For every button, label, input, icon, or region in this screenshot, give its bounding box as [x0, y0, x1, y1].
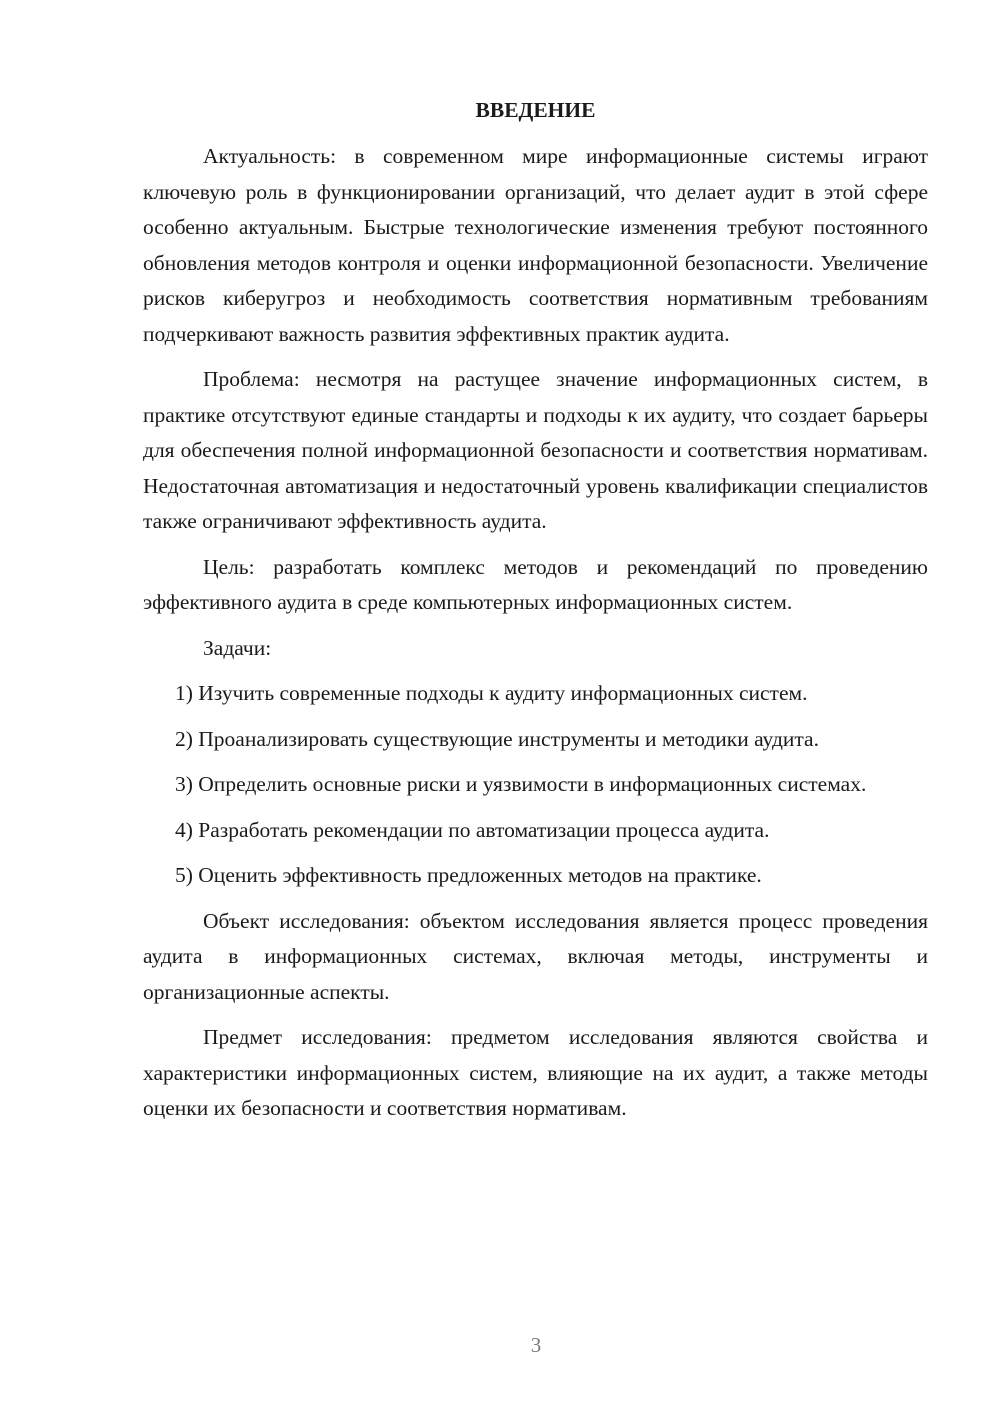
subject-paragraph: Предмет исследования: предметом исследования являются свойства и характеристики информационных систем, влияющие на их аудит, а также методы оценки их безопасности и соответствия нормативам. — [143, 1025, 928, 1120]
relevance-paragraph: Актуальность: в современном мире информационные системы играют ключевую роль в функционировании организаций, что делает аудит в этой сфере особенно актуальным. Быстрые технологические изменения требуют постоянного обновления методов контроля и оценки информационной безопасности. Увеличение рисков киберугроз и необходимость соответствия нормативным требованиям подчеркивают важность развития эффективных практик аудита. — [143, 144, 928, 346]
task-item: 4) Разработать рекомендации по автоматизации процесса аудита. — [175, 817, 770, 842]
task-item: 3) Определить основные риски и уязвимости в информационных системах. — [175, 772, 867, 796]
goal-paragraph: Цель: разработать комплекс методов и рекомендаций по проведению эффективного аудита в среде компьютерных информационных систем. — [143, 554, 928, 614]
section-heading: ВВЕДЕНИЕ — [475, 98, 596, 122]
tasks-label: Задачи: — [203, 635, 272, 660]
object-paragraph: Объект исследования: объектом исследования является процесс проведения аудита в информационных системах, включая методы, инструменты и организационные аспекты. — [143, 908, 928, 1004]
problem-paragraph: Проблема: несмотря на растущее значение информационных систем, в практике отсутствуют единые стандарты и подходы к их аудиту, что создает барьеры для обеспечения полной информационной безопасности и соответствия нормативам. Недостаточная автоматизация и недостаточный уровень квалификации специалистов также ограничивают эффективность аудита. — [143, 367, 928, 533]
task-item: 2) Проанализировать существующие инструменты и методики аудита. — [175, 726, 819, 751]
page-number: 3 — [530, 1333, 542, 1357]
task-item: 1) Изучить современные подходы к аудиту информационных систем. — [175, 681, 808, 705]
page-content — [143, 95, 928, 1137]
task-item: 5) Оценить эффективность предложенных методов на практике. — [175, 863, 762, 887]
